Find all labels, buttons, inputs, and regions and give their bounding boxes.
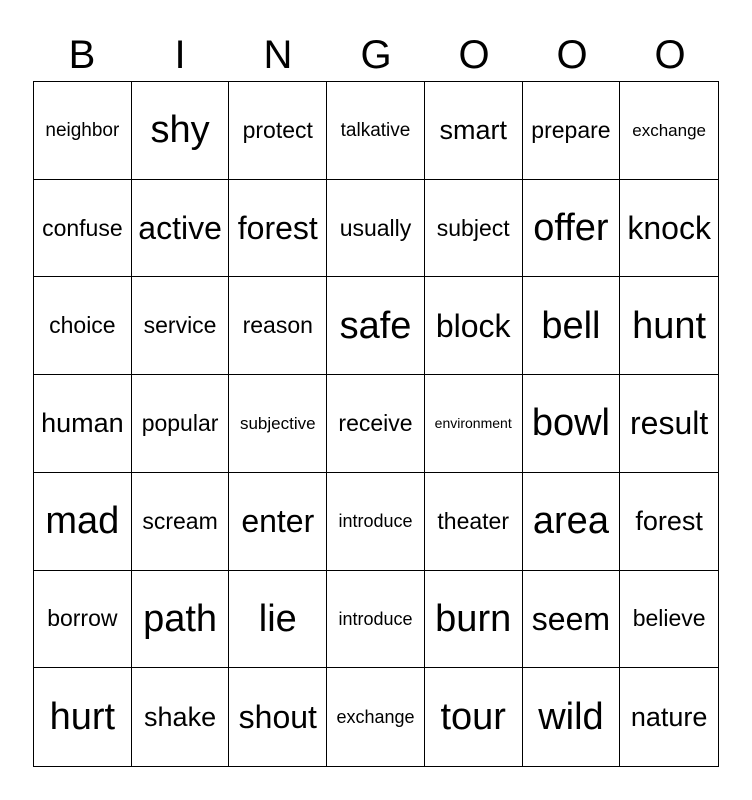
header-letter-g: G bbox=[360, 33, 392, 77]
bingo-cell: enter bbox=[229, 473, 327, 571]
bingo-cell: believe bbox=[620, 571, 718, 669]
bingo-cell: burn bbox=[425, 571, 523, 669]
bingo-cell: lie bbox=[229, 571, 327, 669]
bingo-cell: popular bbox=[132, 375, 230, 473]
bingo-cell: shy bbox=[132, 82, 230, 180]
bingo-cell: block bbox=[425, 277, 523, 375]
bingo-cell: prepare bbox=[523, 82, 621, 180]
bingo-cell: protect bbox=[229, 82, 327, 180]
bingo-cell: result bbox=[620, 375, 718, 473]
bingo-cell: introduce bbox=[327, 473, 425, 571]
bingo-cell: nature bbox=[630, 701, 708, 732]
bingo-board bbox=[33, 81, 719, 767]
header-letter-o-3: O bbox=[654, 33, 686, 77]
bingo-cell: safe bbox=[327, 277, 425, 375]
bingo-cell: environment bbox=[425, 375, 523, 473]
bingo-cell: wild bbox=[523, 668, 621, 766]
bingo-cell: forest bbox=[620, 473, 718, 571]
bingo-cell: choice bbox=[34, 277, 132, 375]
bingo-cell: knock bbox=[620, 180, 718, 278]
header-letter-b: B bbox=[68, 33, 96, 77]
bingo-cell: seem bbox=[523, 571, 621, 669]
bingo-cell: scream bbox=[132, 473, 230, 571]
bingo-header bbox=[33, 28, 719, 82]
bingo-cell: hurt bbox=[34, 668, 132, 766]
bingo-cell: tour bbox=[425, 668, 523, 766]
bingo-cell: shout bbox=[229, 668, 327, 766]
bingo-cell: offer bbox=[523, 180, 621, 278]
bingo-cell: confuse bbox=[34, 180, 132, 278]
bingo-cell: area bbox=[523, 473, 621, 571]
bingo-cell: talkative bbox=[327, 82, 425, 180]
bingo-cell: theater bbox=[425, 473, 523, 571]
bingo-cell: exchange bbox=[327, 668, 425, 766]
bingo-cell: borrow bbox=[34, 571, 132, 669]
bingo-cell: mad bbox=[34, 473, 132, 571]
bingo-cell: receive bbox=[327, 375, 425, 473]
header-letter-i: I bbox=[174, 33, 186, 77]
bingo-cell: introduce bbox=[327, 571, 425, 669]
bingo-cell: subjective bbox=[229, 375, 327, 473]
bingo-cell: human bbox=[34, 375, 132, 473]
bingo-cell: active bbox=[132, 180, 230, 278]
bingo-cell: neighbor bbox=[34, 82, 132, 180]
bingo-cell: usually bbox=[327, 180, 425, 278]
bingo-cell: smart bbox=[425, 82, 523, 180]
header-letter-o-2: O bbox=[556, 33, 588, 77]
header-letter-o-1: O bbox=[458, 33, 490, 77]
bingo-cell: shake bbox=[132, 668, 230, 766]
bingo-cell: service bbox=[132, 277, 230, 375]
bingo-cell: subject bbox=[425, 180, 523, 278]
bingo-cell: exchange bbox=[620, 82, 718, 180]
bingo-cell: forest bbox=[229, 180, 327, 278]
bingo-cell: hunt bbox=[620, 277, 718, 375]
bingo-cell: reason bbox=[229, 277, 327, 375]
bingo-cell: bell bbox=[523, 277, 621, 375]
bingo-cell: bowl bbox=[523, 375, 621, 473]
bingo-cell: path bbox=[132, 571, 230, 669]
header-letter-n: N bbox=[263, 33, 293, 77]
